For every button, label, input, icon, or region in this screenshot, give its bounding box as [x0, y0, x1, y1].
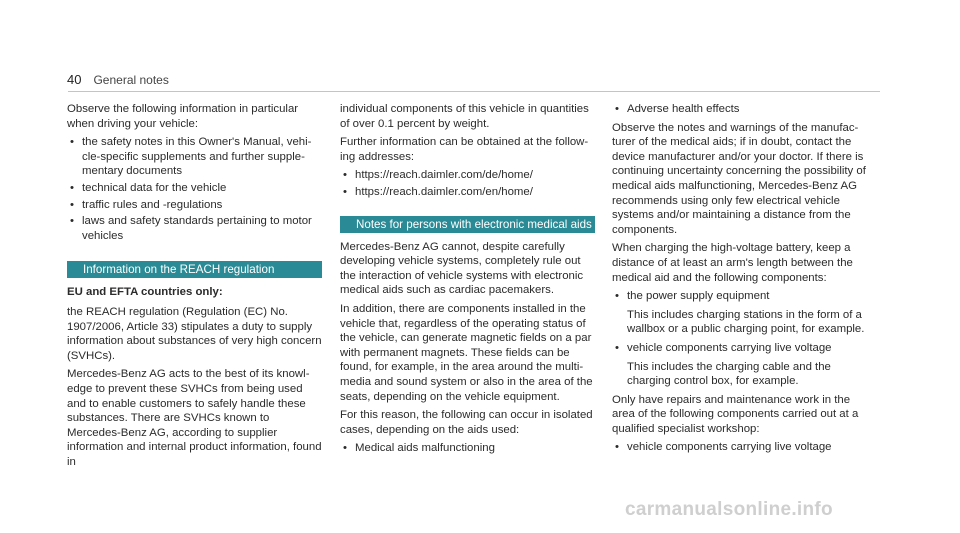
address-list	[340, 168, 595, 199]
list-item: • Medical aids malfunctioning	[340, 441, 595, 456]
magnetic-fields-paragraph: In addition, there are components installed in the vehicle that, regardless of the operating status of the vehicle, can generate magnetic fields on a par with permanent magnets. These fields can be found, for example, in the area around the multimedia and sound system or also in the area of the seats, depending on the vehicle equipment.	[340, 302, 593, 403]
list-item: • vehicle components carrying live voltage	[612, 440, 867, 455]
reach-link-de[interactable]: • https://reach.daimler.com/de/home/	[340, 168, 595, 183]
list-item-note: This includes the charging cable and the charging control box, for example.	[627, 360, 831, 388]
list-item: • the power supply equipment	[612, 289, 867, 304]
intro-paragraph: Observe the following information in particular when driving your vehicle:	[67, 103, 299, 130]
page-header	[67, 73, 169, 88]
list-item: • vehicle components carrying live voltage	[612, 341, 867, 356]
list-item: • Adverse health effects	[612, 102, 867, 117]
eu-efta-subheading: EU and EFTA countries only:	[67, 286, 223, 299]
charging-distance-paragraph: When charging the high-voltage battery, keep a distance of at least an arm's length between the medical aid and the following components:	[612, 242, 853, 284]
list-item: • traffic rules and -regulations	[67, 198, 322, 213]
column-3	[612, 102, 867, 459]
list-item: • the safety notes in this Owner's Manual, vehicle-specific supplements and further supplementary documents	[67, 135, 322, 179]
reach-section-heading: Information on the REACH regulation	[67, 261, 322, 278]
components-list	[612, 289, 867, 304]
medical-aids-section-heading: Notes for persons with electronic medical aids	[340, 216, 595, 233]
svhc-paragraph: Mercedes-Benz AG acts to the best of its knowledge to prevent these SVHCs from being used and to enable customers to safely handle these substances. There are SVHCs known to Mercedes-Benz AG, according to supplier information and internal product information, found in	[67, 368, 322, 468]
medical-aids-paragraph: Mercedes-Benz AG cannot, despite carefully developing vehicle systems, completely rule out the interaction of vehicle systems with electronic medical aids such as cardiac pacemakers.	[340, 240, 584, 297]
page-title: General notes	[93, 73, 169, 87]
components-paragraph: individual components of this vehicle in quantities of over 0.1 percent by weight.	[340, 103, 589, 130]
list-item: • laws and safety standards pertaining to motor vehicles	[67, 214, 322, 243]
components-list	[612, 341, 867, 356]
isolated-cases-paragraph: For this reason, the following can occur in isolated cases, depending on the aids used:	[340, 409, 593, 436]
further-info-paragraph: Further information can be obtained at the following addresses:	[340, 136, 589, 163]
effects-list-continued	[612, 102, 867, 117]
column-1	[67, 102, 322, 473]
page-number: 40	[67, 72, 82, 87]
reach-link-en[interactable]: • https://reach.daimler.com/en/home/	[340, 185, 595, 200]
workshop-paragraph: Only have repairs and maintenance work in the area of the following components carried out at a qualified specialist workshop:	[612, 393, 859, 435]
list-item-note: This includes charging stations in the form of a wallbox or a public charging point, for example.	[627, 308, 865, 336]
workshop-list	[612, 440, 867, 455]
driving-notes-list	[67, 135, 322, 243]
reach-paragraph: the REACH regulation (Regulation (EC) No. 1907/2006, Article 33) stipulates a duty to supply information about substances of very high concern (SVHCs).	[67, 305, 322, 362]
manufacturer-notes-paragraph: Observe the notes and warnings of the manufacturer of the medical aids; if in doubt, contact the device manufacturer and/or your doctor. If there is continuing uncertainty concerning the possibility of medical aids malfunctioning, Mercedes-Benz AG recommends using only few electrical vehicle systems and/or maintaining a distance from the components.	[612, 121, 866, 236]
effects-list	[340, 441, 595, 456]
watermark: carmanualsonline.info	[625, 499, 833, 520]
column-2	[340, 102, 595, 460]
header-divider	[68, 91, 880, 92]
list-item: • technical data for the vehicle	[67, 181, 322, 196]
